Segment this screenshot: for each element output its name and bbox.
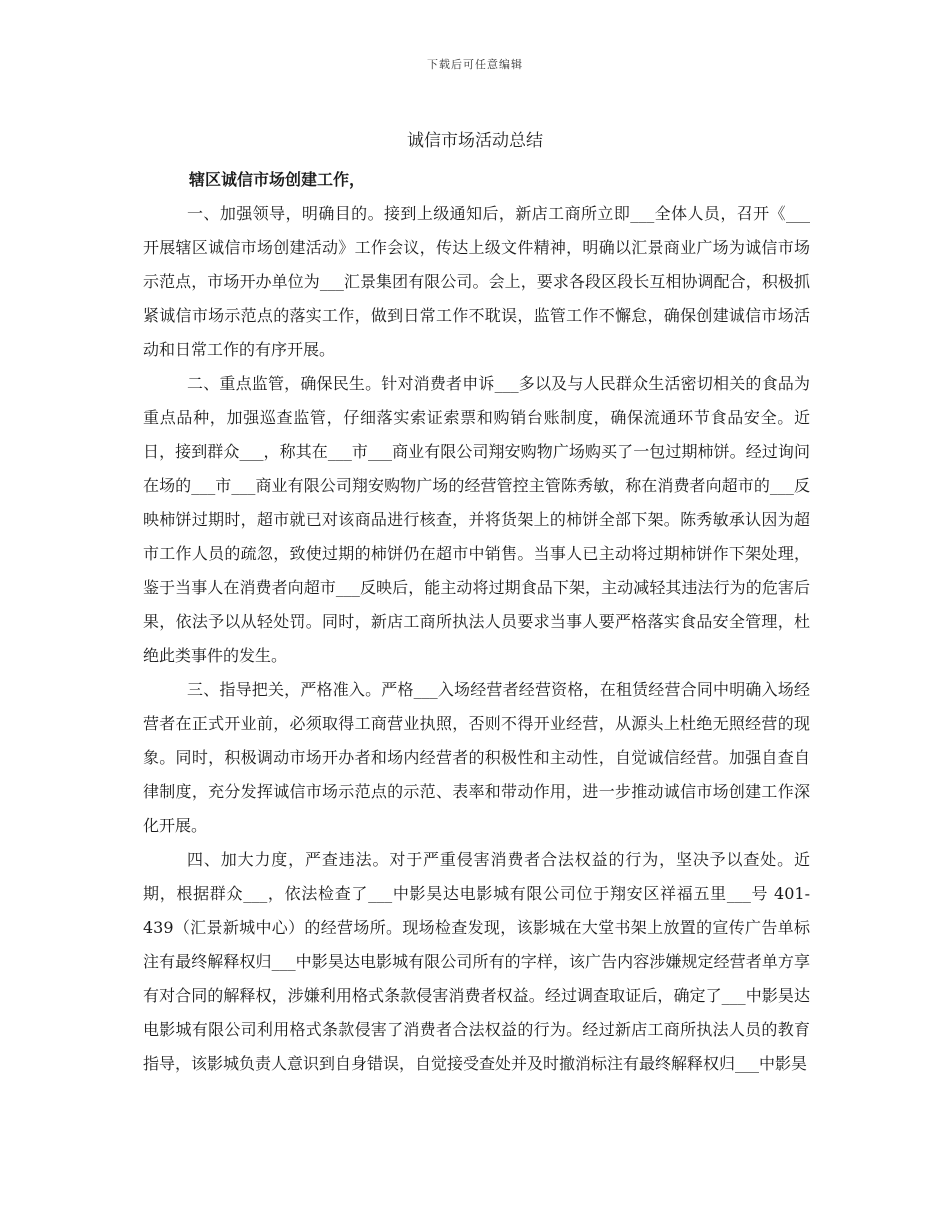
section-subheading: 辖区诚信市场创建工作， — [189, 170, 366, 189]
paragraph-leadership: 一、加强领导，明确目的。接到上级通知后，新店工商所立即___全体人员，召开《___开展辖区诚信市场创建活动》工作会议，传达上级文件精神，明确以汇景商业广场为诚信市场示范点，市场开办单位为___汇景集团有限公司。会上，要求各段区段长互相协调配合，积极抓紧诚信市场示范点的落实工作，做到日常工作不耽误，监管工作不懈怠，确保创建诚信市场活动和日常工作的有序开展。 — [143, 204, 810, 359]
paragraph-supervision: 二、重点监管，确保民生。针对消费者申诉___多以及与人民群众生活密切相关的食品为重点品种，加强巡查监管，仔细落实索证索票和购销台账制度，确保流通环节食品安全。近日，接到群众___，称其在___市___商业有限公司翔安购物广场购买了一包过期柿饼。经过询问在场的___市___商业有限公司翔安购物广场的经营管控主管陈秀敏，称在消费者向超市的___反映柿饼过期时，超市就已对该商品进行核查，并将货架上的柿饼全部下架。陈秀敏承认因为超市工作人员的疏忽，致使过期的柿饼仍在超市中销售。当事人已主动将过期柿饼作下架处理，鉴于当事人在消费者向超市___反映后，能主动将过期食品下架，主动减轻其违法行为的危害后果，依法予以从轻处罚。同时，新店工商所执法人员要求当事人要严格落实食品安全管理，杜绝此类事件的发生。 — [143, 374, 810, 665]
paragraph-access-control: 三、指导把关，严格准入。严格___入场经营者经营资格，在租赁经营合同中明确入场经营者在正式开业前，必须取得工商营业执照，否则不得开业经营，从源头上杜绝无照经营的现象。同时，积极调动市场开办者和场内经营者的积极性和主动性，自觉诚信经营。加强自查自律制度，充分发挥诚信市场示范点的示范、表率和带动作用，进一步推动诚信市场创建工作深化开展。 — [143, 680, 810, 835]
paragraph-enforcement: 四、加大力度，严查违法。对于严重侵害消费者合法权益的行为，坚决予以查处。近期，根据群众___，依法检查了___中影昊达电影城有限公司位于翔安区祥福五里___号 401-439（汇景新城中心）的经营场所。现场检查发现，该影城在大堂书架上放置的宣传广告单标注有最终解释权归___中影昊达电影城有限公司所有的字样，该广告内容涉嫌规定经营者单方享有对合同的解释权，涉嫌利用格式条款侵害消费者权益。经过调查取证后，确定了___中影昊达电影城有限公司利用格式条款侵害了消费者合法权益的行为。经过新店工商所执法人员的教育指导，该影城负责人意识到自身错误，自觉接受查处并及时撤消标注有最终解释权归___中影昊 — [143, 850, 810, 1073]
document-title: 诚信市场活动总结 — [407, 131, 543, 151]
page-header-note: 下载后可任意编辑 — [427, 58, 523, 71]
document-body — [143, 163, 810, 1081]
